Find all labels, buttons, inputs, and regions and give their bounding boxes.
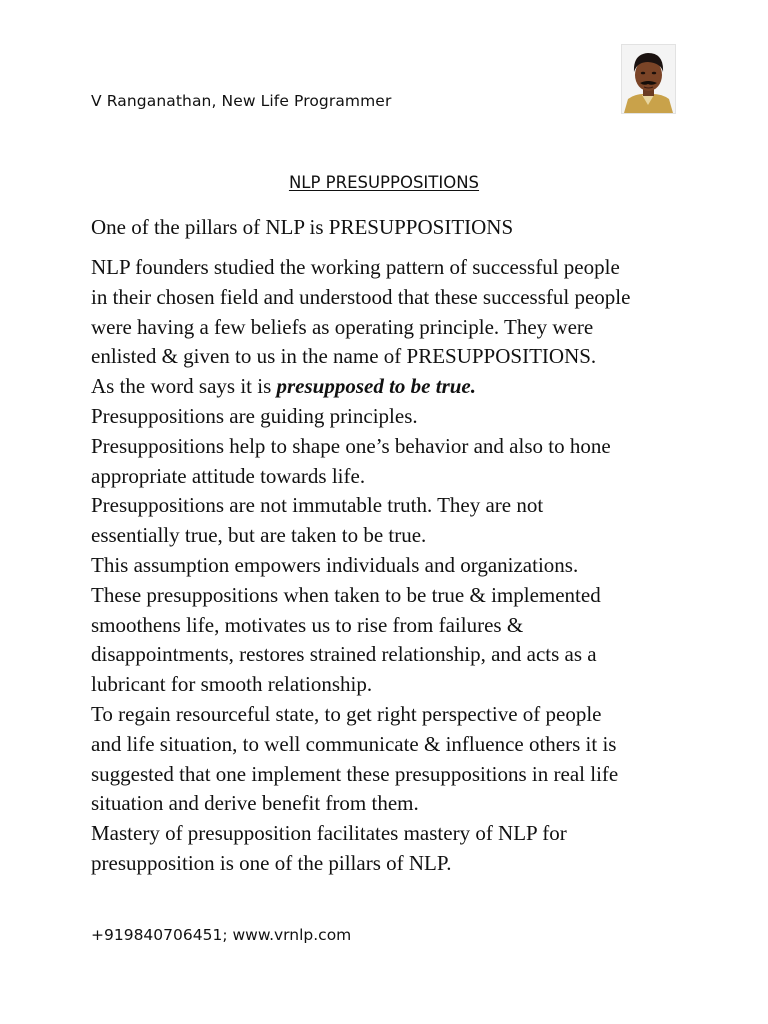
body-line: were having a few beliefs as operating principle. They were: [91, 314, 594, 339]
body-line: To regain resourceful state, to get right perspective of people: [91, 701, 602, 726]
body-line: presupposition is one of the pillars of NLP.: [91, 850, 452, 875]
body-line: enlisted & given to us in the name of PRESUPPOSITIONS.: [91, 344, 597, 369]
body-line: This assumption empowers individuals and organizations.: [91, 552, 579, 577]
body-line: essentially true, but are taken to be true.: [91, 523, 427, 548]
body-line: situation and derive benefit from them.: [91, 791, 419, 816]
page-title-text: NLP PRESUPPOSITIONS: [288, 173, 480, 192]
body-line: lubricant for smooth relationship.: [91, 672, 373, 697]
body-line: NLP founders studied the working pattern of successful people: [91, 255, 620, 279]
page-title: [0, 173, 768, 192]
author-photo: [621, 44, 676, 114]
body-line: smoothens life, motivates us to rise from failures &: [91, 612, 524, 637]
emphasis-text: presupposed to be true.: [276, 374, 476, 399]
body-line: appropriate attitude towards life.: [91, 463, 366, 488]
footer-contact: +919840706451; www.vrnlp.com: [91, 926, 352, 944]
body-line: Presuppositions are guiding principles.: [91, 403, 418, 428]
body-line: Mastery of presupposition facilitates mastery of NLP for: [91, 821, 567, 846]
emphasis-line: [91, 372, 691, 402]
body-paragraph: [91, 253, 691, 879]
portrait-icon: [622, 45, 675, 113]
body-line: suggested that one implement these presuppositions in real life: [91, 761, 619, 786]
body-line: in their chosen field and understood that these successful people: [91, 284, 631, 309]
emphasis-prefix: As the word says it is: [91, 374, 277, 399]
body-line: These presuppositions when taken to be true & implemented: [91, 582, 601, 607]
body-line: Presuppositions help to shape one’s behavior and also to hone: [91, 433, 611, 458]
body-line: and life situation, to well communicate & influence others it is: [91, 731, 617, 756]
intro-line: One of the pillars of NLP is PRESUPPOSITIONS: [91, 215, 514, 239]
body-line: Presuppositions are not immutable truth. They are not: [91, 493, 544, 518]
body-line: disappointments, restores strained relationship, and acts as a: [91, 642, 597, 667]
author-header: V Ranganathan, New Life Programmer: [91, 92, 392, 110]
